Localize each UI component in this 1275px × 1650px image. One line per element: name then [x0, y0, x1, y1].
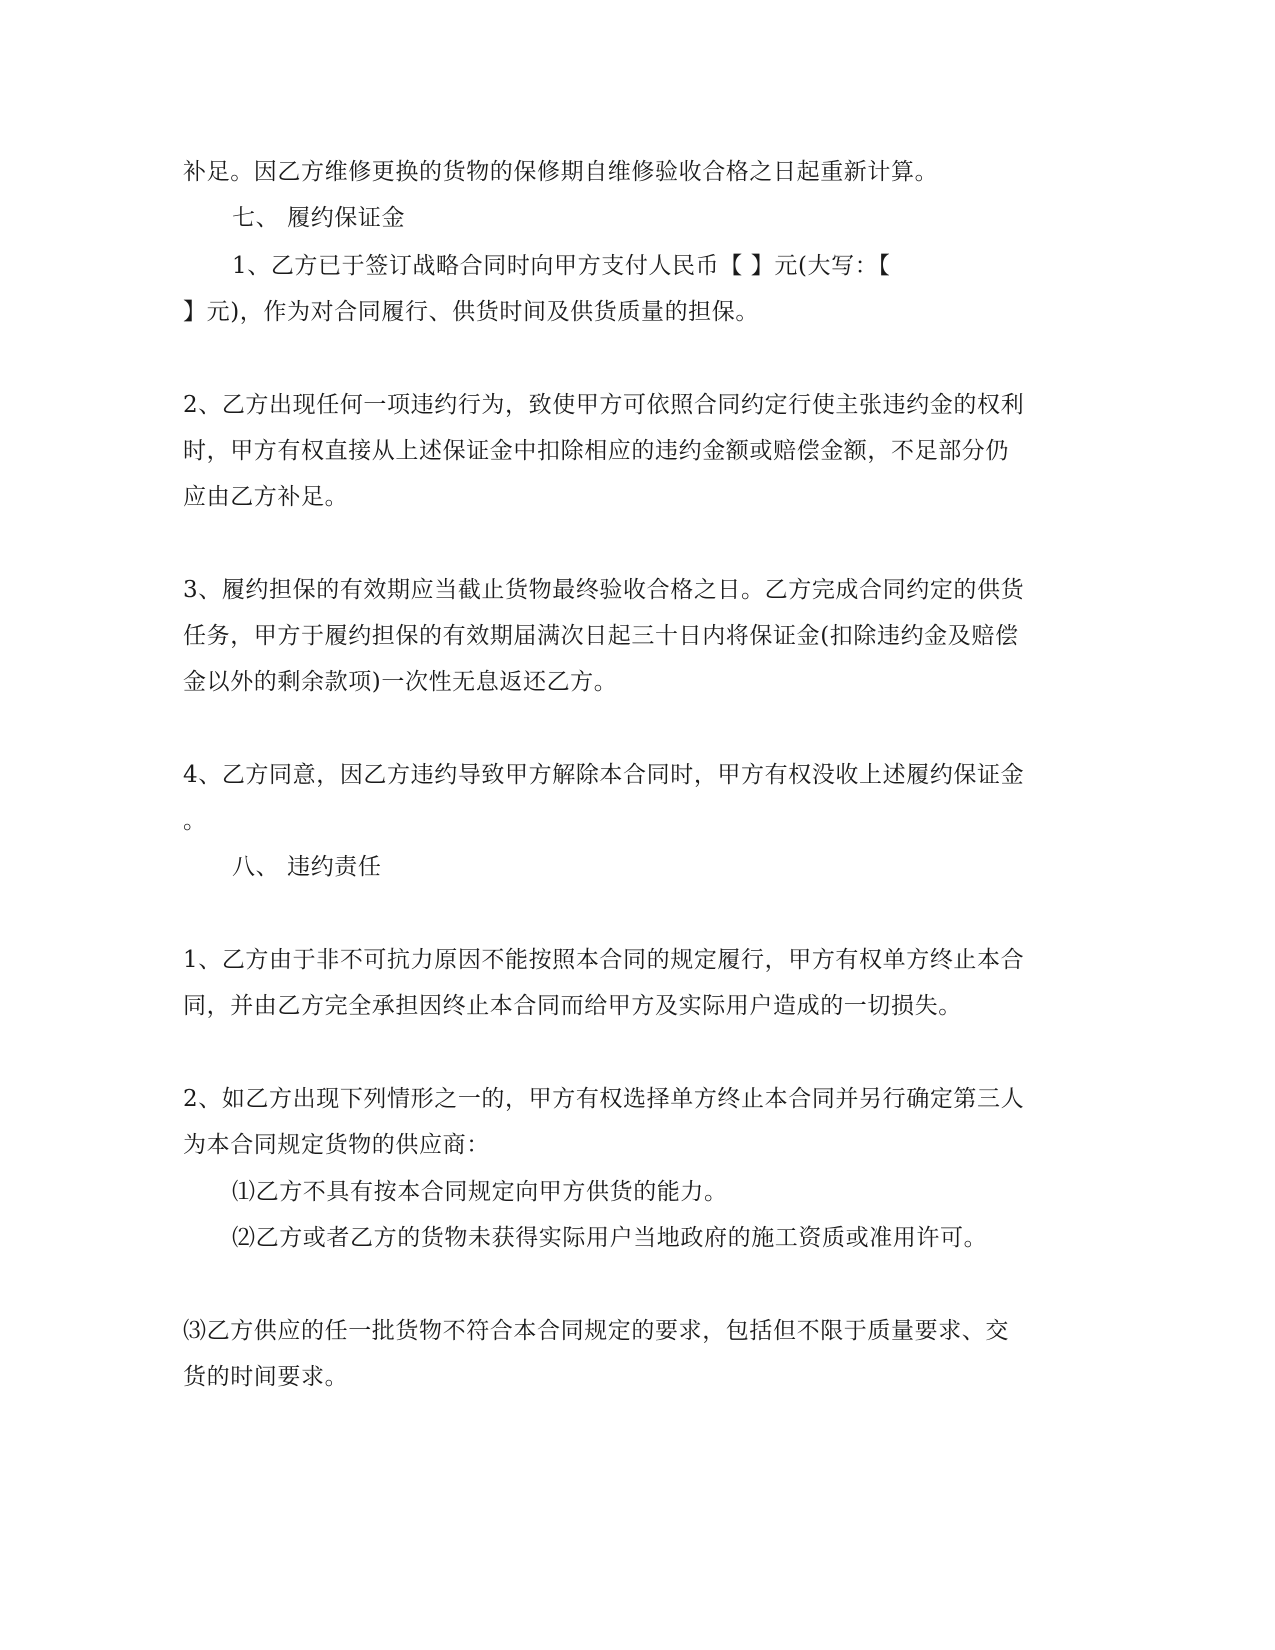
text-line: 应由乙方补足。	[183, 484, 349, 510]
text-line: 】元)，作为对合同履行、供货时间及供货质量的担保。	[183, 299, 759, 325]
text-line: 3、履约担保的有效期应当截止货物最终验收合格之日。乙方完成合同约定的供货	[183, 577, 1025, 603]
text-line: 2、乙方出现任何一项违约行为，致使甲方可依照合同约定行使主张违约金的权利	[183, 392, 1025, 418]
text-line: 同，并由乙方完全承担因终止本合同而给甲方及实际用户造成的一切损失。	[183, 993, 962, 1019]
text-line: 补足。因乙方维修更换的货物的保修期自维修验收合格之日起重新计算。	[183, 159, 939, 185]
text-line: 。	[183, 808, 207, 834]
text-line: 任务，甲方于履约担保的有效期届满次日起三十日内将保证金(扣除违约金及赔偿	[183, 623, 1019, 649]
text-line: 1、乙方已于签订战略合同时向甲方支付人民币【 】元(大写：【	[232, 253, 891, 279]
text-line: 4、乙方同意，因乙方违约导致甲方解除本合同时，甲方有权没收上述履约保证金	[183, 762, 1025, 788]
text-line: 1、乙方由于非不可抗力原因不能按照本合同的规定履行，甲方有权单方终止本合	[183, 947, 1025, 973]
section-heading-7: 七、 履约保证金	[232, 205, 406, 231]
section-heading-8: 八、 违约责任	[232, 854, 382, 880]
text-line: 货的时间要求。	[183, 1364, 349, 1390]
text-line: 为本合同规定货物的供应商：	[183, 1132, 490, 1158]
text-line: 时，甲方有权直接从上述保证金中扣除相应的违约金额或赔偿金额，不足部分仍	[183, 438, 1009, 464]
list-item: ⑶乙方供应的任一批货物不符合本合同规定的要求，包括但不限于质量要求、交	[183, 1318, 1009, 1344]
list-item: ⑴乙方不具有按本合同规定向甲方供货的能力。	[232, 1179, 728, 1205]
text-line: 2、如乙方出现下列情形之一的，甲方有权选择单方终止本合同并另行确定第三人	[183, 1086, 1025, 1112]
text-line: 金以外的剩余款项)一次性无息返还乙方。	[183, 669, 618, 695]
list-item: ⑵乙方或者乙方的货物未获得实际用户当地政府的施工资质或准用许可。	[232, 1225, 988, 1251]
